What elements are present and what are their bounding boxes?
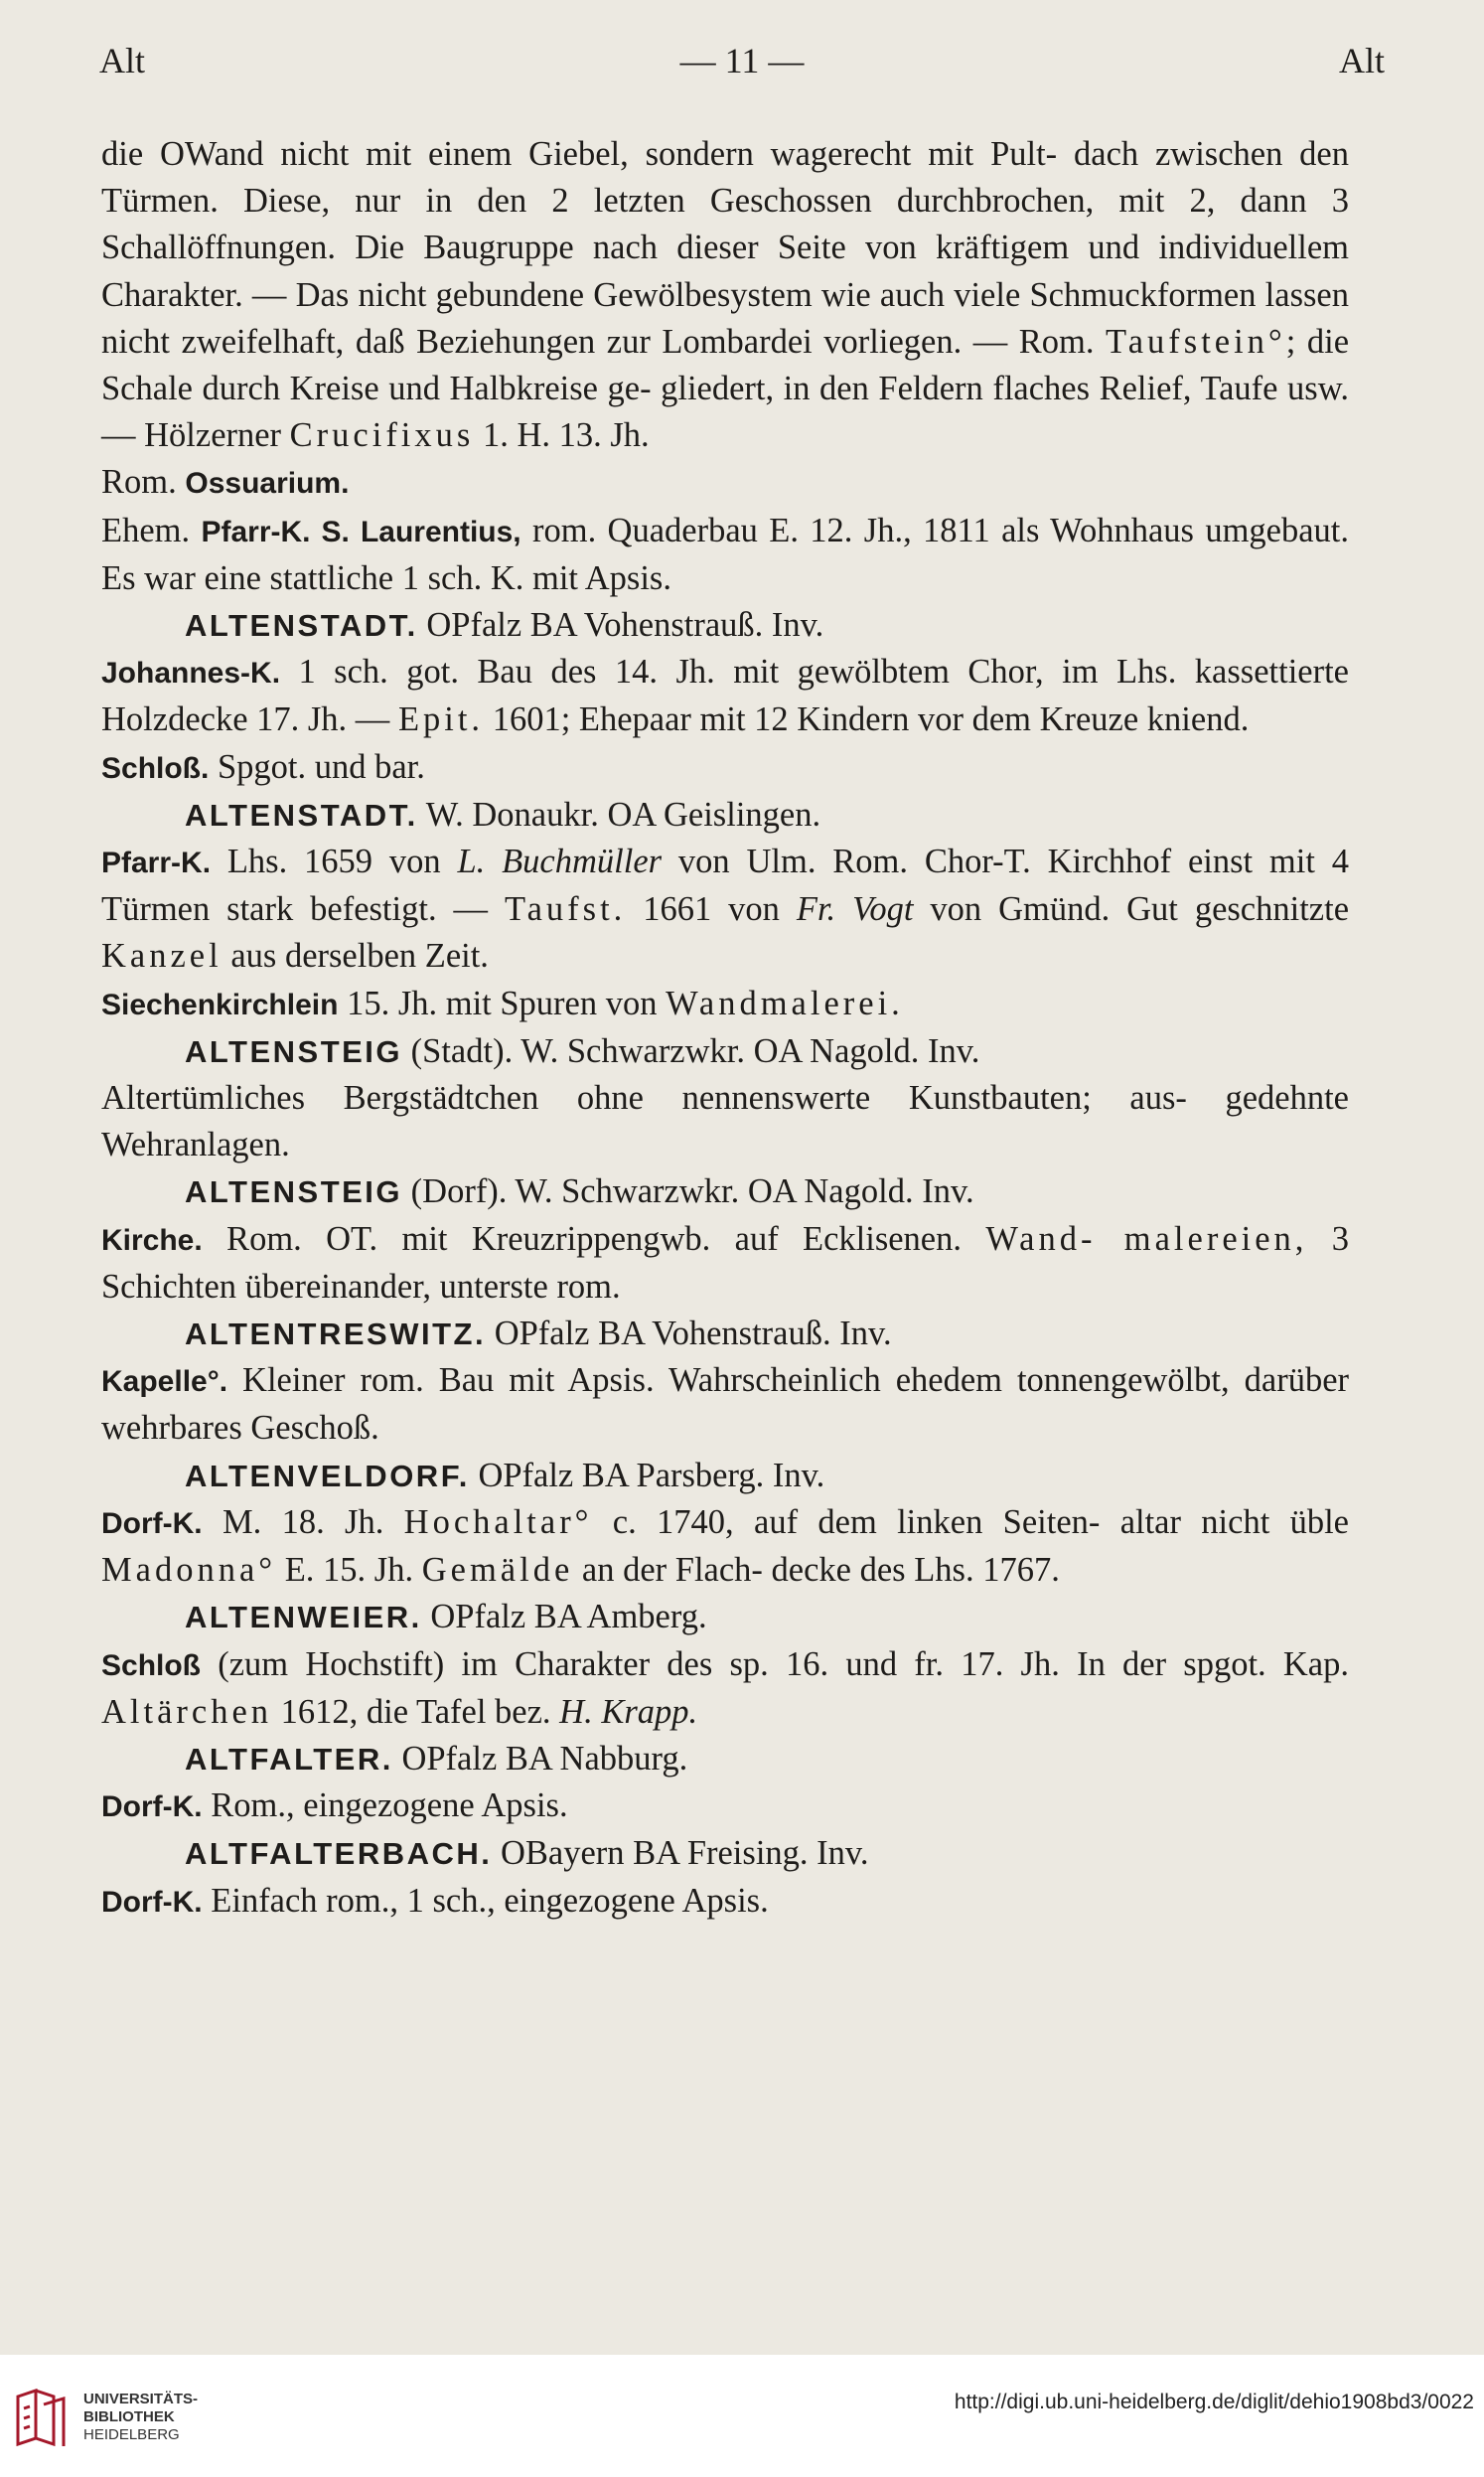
text-paragraph [101,602,1349,649]
text-run: Rom. OT. mit Kreuzrippengwb. auf Ecklisenen. [202,1219,986,1258]
text-run: von Gmünd. Gut geschnitzte [913,890,1350,929]
institution-line: UNIVERSITÄTS- [83,2391,199,2407]
text-run: 1661 von [626,890,797,929]
text-run: OPfalz BA Vohenstrauß. Inv. [417,606,824,645]
entry-heading: ALTFALTER. [185,1741,393,1777]
text-run: (zum Hochstift) im Charakter des sp. 16. und fr. 17. Jh. In der spgot. Kap. [201,1644,1349,1683]
text-run: L. Buchmüller [457,843,663,881]
entry-heading: ALTENSTADT. [185,797,418,833]
text-run: (Stadt). W. Schwarzwkr. OA Nagold. Inv. [402,1031,980,1070]
text-paragraph [101,1216,1349,1311]
text-paragraph [101,649,1349,743]
text-run: Epit. [397,700,485,739]
text-run: OPfalz BA Vohenstrauß. Inv. [486,1315,892,1353]
text-paragraph [101,981,1349,1028]
text-run: Einfach rom., 1 sch., eingezogene Apsis. [202,1881,769,1920]
text-run: Gemälde [421,1551,574,1590]
institution-line: BIBLIOTHEK [83,2408,175,2425]
text-run: Spgot. und bar. [209,747,425,786]
text-run: Wandmalerei. [666,984,904,1022]
text-run: Kanzel [101,937,223,976]
text-run: 15. Jh. mit Spuren von [338,984,667,1022]
text-run: Altärchen [101,1692,273,1731]
keyword: Pfarr-K. S. Laurentius, [201,515,521,548]
text-run: Taufstein° [1106,322,1286,361]
text-run: 1601; Ehepaar mit 12 Kindern vor dem Kreuze kniend. [484,700,1250,739]
text-run: Hochaltar° [403,1502,593,1541]
text-run: Ehem. [101,511,202,549]
keyword: Kapelle°. [101,1365,228,1399]
text-run: 1612, die Tafel bez. [272,1692,560,1731]
text-run: 3 Schichten übereinander, unterste rom. [101,1219,1349,1306]
text-run: Madonna° [101,1551,277,1590]
text-run: E. 15. Jh. [276,1551,422,1590]
entry-heading: ALTENVELDORF. [185,1458,470,1493]
keyword: Dorf-K. [101,1885,203,1919]
keyword: Schloß. [101,751,210,785]
text-paragraph [101,839,1349,981]
text-paragraph [101,1357,1349,1452]
text-paragraph [101,1168,1349,1215]
text-run: OBayern BA Freising. Inv. [492,1834,869,1873]
text-run: Lhs. 1659 von [211,843,458,881]
entry-heading: ALTENSTADT. [185,608,418,644]
text-run: Taufst. [504,890,627,929]
text-run: (Dorf). W. Schwarzwkr. OA Nagold. Inv. [402,1172,974,1211]
text-run: 1 sch. got. Bau des 14. Jh. mit gewölbtem Chor, im Lhs. kassettierte Holzdecke 17. Jh. — [101,653,1349,739]
entry-heading: ALTENSTEIG [185,1033,403,1069]
text-run: H. Krapp. [559,1692,698,1731]
header-right: Alt [1338,41,1385,80]
institution-line: HEIDELBERG [83,2426,180,2443]
text-paragraph [101,1499,1349,1594]
keyword: Siechenkirchlein [101,988,339,1021]
keyword: Dorf-K. [101,1506,203,1540]
text-run: die OWand nicht mit einem Giebel, sondern wagerecht mit Pult- dach zwischen den Türmen. Diese, nur in den 2 letzten Geschossen durchbrochen, mit 2, dann 3 Schallöffnungen. Die Baugruppe nach dieser Seite von kräftigem und individuellem Charakter. — Das nicht gebundene Gewölbesystem wie auch viele Schmuckformen lassen nicht zweifelhaft, daß Beziehungen zur Lombardei vorliegen. — Rom. [101,135,1349,361]
keyword: Dorf-K. [101,1790,203,1824]
text-run: 1. H. 13. Jh. [474,416,650,455]
keyword: Pfarr-K. [101,847,212,880]
text-run: OPfalz BA Nabburg. [392,1739,688,1778]
text-paragraph [101,131,1349,459]
text-run: Altertümliches Bergstädtchen ohne nennenswerte Kunstbauten; aus- gedehnte Wehranlagen. [101,1079,1349,1164]
text-run: Crucifixus [289,416,475,455]
institution-name [83,2391,198,2444]
text-paragraph [101,1878,1349,1926]
entry-heading: ALTENTRESWITZ. [185,1316,487,1352]
text-run: OPfalz BA Amberg. [421,1598,707,1636]
entry-heading: ALTENWEIER. [185,1600,422,1635]
text-paragraph [101,1830,1349,1877]
keyword: Ossuarium. [185,467,350,501]
entry-heading: ALTENSTEIG [185,1174,403,1210]
text-run: an der Flach- decke des Lhs. 1767. [573,1551,1060,1590]
keyword: Schloß [101,1648,202,1682]
text-paragraph [101,1028,1349,1075]
text-run: c. 1740, auf dem linken Seiten- altar nicht üble [592,1502,1349,1541]
text-paragraph [101,1453,1349,1499]
running-header [99,40,1385,85]
text-paragraph [101,459,1349,507]
keyword: Johannes-K. [101,657,281,691]
text-run: M. 18. Jh. [202,1502,404,1541]
text-paragraph [101,744,1349,792]
keyword: Kirche. [101,1223,203,1257]
text-paragraph [101,1311,1349,1357]
header-left: Alt [99,41,146,80]
library-logo-icon[interactable] [14,2387,70,2448]
text-run: Wand- malereien, [985,1219,1308,1258]
text-run: Fr. Vogt [796,890,914,929]
source-url-link[interactable]: http://digi.ub.uni-heidelberg.de/diglit/dehio1908bd3/0022 [954,2391,1474,2413]
text-run: W. Donaukr. OA Geislingen. [417,795,821,834]
text-run: Rom. [101,463,186,502]
text-paragraph [101,792,1349,839]
footer-bar [0,2355,1484,2477]
text-paragraph [101,508,1349,602]
entry-heading: ALTFALTERBACH. [185,1836,493,1872]
text-run: Rom., eingezogene Apsis. [202,1786,568,1825]
body-text [101,131,1349,1926]
text-paragraph [101,1641,1349,1736]
text-paragraph [101,1075,1349,1168]
text-run: von Ulm. Rom. Chor-T. Kirchhof einst mit 4 Türmen stark befestigt. — [101,843,1350,929]
text-run: aus derselben Zeit. [222,937,489,976]
text-run: rom. Quaderbau E. 12. Jh., 1811 als Wohnhaus umgebaut. Es war eine stattliche 1 sch. K. mit Apsis. [101,511,1349,597]
text-run: Kleiner rom. Bau mit Apsis. Wahrscheinlich ehedem tonnengewölbt, darüber wehrbares Geschoß. [101,1361,1349,1448]
text-paragraph [101,1782,1349,1830]
text-paragraph [101,1736,1349,1782]
page-number: — 11 — [679,41,805,80]
text-run: ; die Schale durch Kreise und Halbkreise ge- gliedert, in den Feldern flaches Relief, Taufe usw. — Hölzerner [101,322,1350,455]
text-paragraph [101,1594,1349,1640]
text-run: OPfalz BA Parsberg. Inv. [469,1456,825,1494]
